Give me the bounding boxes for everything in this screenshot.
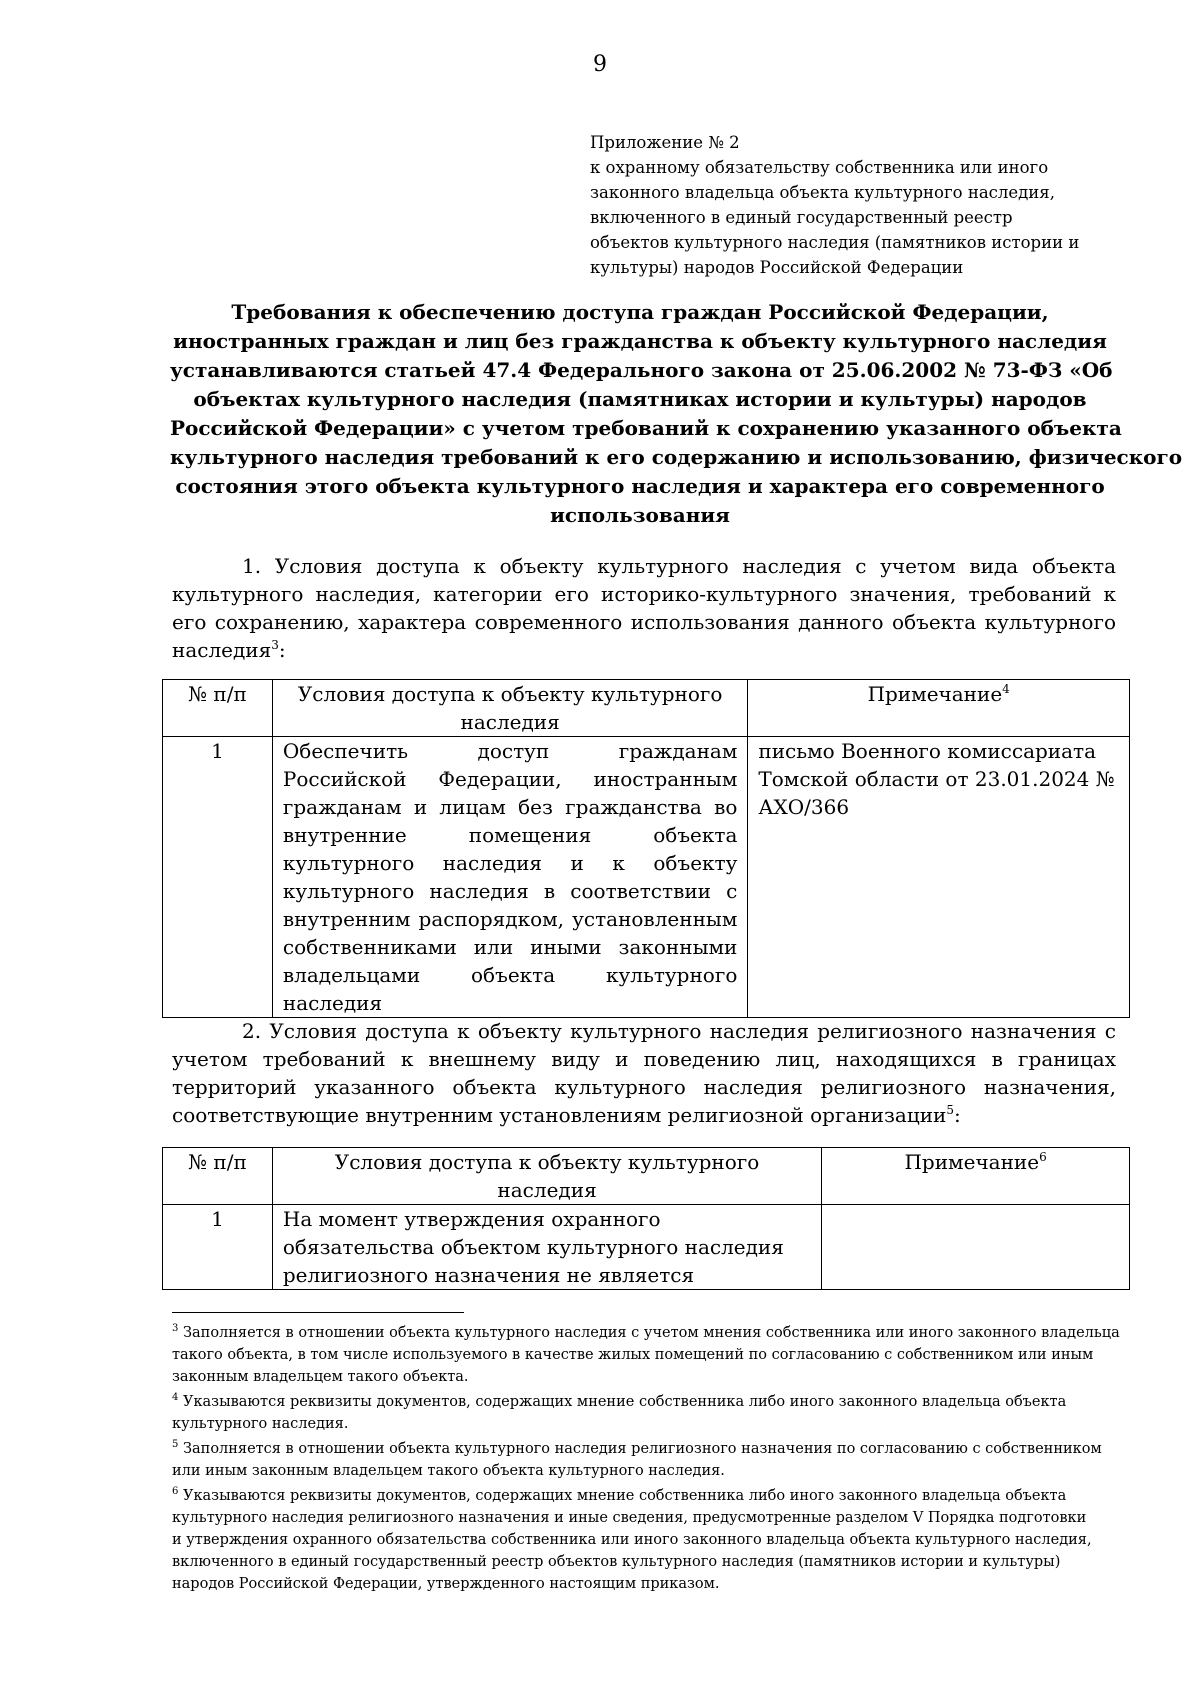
page-number: 9 bbox=[593, 52, 607, 77]
header-note bbox=[748, 680, 1130, 737]
section-1-colon: : bbox=[278, 638, 286, 662]
header-conditions: Условия доступа к объекту культурного наследия bbox=[272, 680, 748, 737]
row-num: 1 bbox=[163, 737, 273, 1018]
access-conditions-table bbox=[162, 679, 1130, 1018]
footnote-ref-5[interactable]: 5 bbox=[946, 1103, 955, 1117]
row-num: 1 bbox=[163, 1205, 273, 1290]
header-conditions: Условия доступа к объекту культурного наследия bbox=[272, 1148, 821, 1205]
annex-line: объектов культурного наследия (памятников истории и bbox=[590, 233, 1080, 252]
footnote-num: 4 bbox=[172, 1392, 179, 1403]
section-2-text: 2. Условия доступа к объекту культурного наследия религиозного назначения с учетом требований к внешнему виду и поведению лиц, находящихся в границах территорий указанного объекта культурного наследия религиозного назначения, соответствующие внутренним установлениям религиозной организации bbox=[172, 1019, 1116, 1127]
footnote-num: 3 bbox=[172, 1323, 179, 1334]
table-row bbox=[163, 737, 1130, 1018]
title-line: культурного наследия требований к его содержанию и использованию, физического bbox=[170, 445, 1183, 469]
header-num: № п/п bbox=[163, 680, 273, 737]
section-2-paragraph bbox=[172, 1017, 1116, 1129]
title-line: объектах культурного наследия (памятниках истории и культуры) народов bbox=[193, 387, 1087, 411]
table-header-row bbox=[163, 680, 1130, 737]
title-line: иностранных граждан и лиц без гражданства к объекту культурного наследия bbox=[173, 329, 1107, 353]
footnote-line: Указываются реквизиты документов, содержащих мнение собственника либо иного законного владельца объекта bbox=[182, 1488, 1067, 1504]
footnote-6 bbox=[172, 1485, 1116, 1595]
title-line: Требования к обеспечению доступа граждан Российской Федерации, bbox=[231, 300, 1049, 324]
footnote-line: Указываются реквизиты документов, содержащих мнение собственника либо иного законного владельца объекта bbox=[182, 1394, 1067, 1410]
footnote-line: культурного наследия. bbox=[172, 1416, 349, 1432]
section-1-paragraph bbox=[172, 552, 1116, 664]
row-conditions: На момент утверждения охранного обязательства объектом культурного наследия религиозного назначения не является bbox=[272, 1205, 821, 1290]
annex-line: включенного в единый государственный реестр bbox=[590, 208, 1013, 227]
footnote-ref-6[interactable]: 6 bbox=[1039, 1150, 1047, 1164]
footnote-ref-4[interactable]: 4 bbox=[1002, 682, 1010, 696]
footnote-line: Заполняется в отношении объекта культурного наследия с учетом мнения собственника или иного законного владельца bbox=[182, 1325, 1120, 1341]
footnote-line: культурного наследия религиозного назначения и иные сведения, предусмотренные разделом V Порядка подготовки bbox=[172, 1510, 1087, 1526]
row-note: письмо Военного комиссариата Томской области от 23.01.2024 № АХО/366 bbox=[748, 737, 1130, 1018]
row-note bbox=[822, 1205, 1130, 1290]
section-1-text: 1. Условия доступа к объекту культурного наследия с учетом вида объекта культурного наследия, категории его историко-культурного значения, требований к его сохранению, характера современного использования данного объекта культурного наследия bbox=[172, 554, 1116, 662]
footnote-3 bbox=[172, 1322, 1120, 1388]
footnote-line: включенного в единый государственный реестр объектов культурного наследия (памятников истории и культуры) bbox=[172, 1554, 1061, 1570]
footnote-4 bbox=[172, 1391, 1116, 1435]
footnote-line: Заполняется в отношении объекта культурного наследия религиозного назначения по согласованию с собственником bbox=[182, 1441, 1102, 1457]
footnote-5 bbox=[172, 1438, 1116, 1482]
footnote-line: или иным законным владельцем такого объекта культурного наследия. bbox=[172, 1463, 725, 1479]
document-title bbox=[170, 298, 1183, 530]
footnote-num: 5 bbox=[172, 1439, 179, 1450]
header-num: № п/п bbox=[163, 1148, 273, 1205]
annex-line: к охранному обязательству собственника или иного bbox=[590, 158, 1049, 177]
annex-line: законного владельца объекта культурного наследия, bbox=[590, 183, 1055, 202]
title-line: Российской Федерации» с учетом требований к сохранению указанного объекта bbox=[170, 416, 1122, 440]
row-conditions: Обеспечить доступ гражданам Российской Федерации, иностранным гражданам и лицам без гражданства во внутренние помещения объекта культурного наследия и к объекту культурного наследия в соответствии с внутренним распорядком, установленным собственниками или иными законными владельцами объекта культурного наследия bbox=[272, 737, 748, 1018]
title-line: устанавливаются статьей 47.4 Федерального закона от 25.06.2002 № 73-ФЗ «Об bbox=[170, 358, 1113, 382]
table-row bbox=[163, 1205, 1130, 1290]
religious-access-table bbox=[162, 1147, 1130, 1290]
footnote-divider bbox=[172, 1312, 464, 1313]
footnote-line: и утверждения охранного обязательства собственника или иного законного владельца объекта культурного наследия, bbox=[172, 1532, 1092, 1548]
annex-header bbox=[590, 130, 1090, 280]
annex-line: культуры) народов Российской Федерации bbox=[590, 258, 964, 277]
footnote-line: законным владельцем такого объекта. bbox=[172, 1369, 469, 1385]
table-header-row bbox=[163, 1148, 1130, 1205]
footnotes bbox=[172, 1322, 1120, 1598]
annex-line: Приложение № 2 bbox=[590, 133, 740, 152]
header-note bbox=[822, 1148, 1130, 1205]
footnote-line: народов Российской Федерации, утвержденного настоящим приказом. bbox=[172, 1576, 720, 1592]
header-note-label: Примечание bbox=[904, 1150, 1040, 1174]
header-note-label: Примечание bbox=[867, 682, 1003, 706]
footnote-ref-3[interactable]: 3 bbox=[271, 638, 279, 652]
title-line: использования bbox=[550, 503, 730, 527]
section-2-colon: : bbox=[954, 1103, 961, 1127]
footnote-line: такого объекта, в том числе используемого в качестве жилых помещений по согласованию с собственником или иным bbox=[172, 1347, 1094, 1363]
title-line: состояния этого объекта культурного наследия и характера его современного bbox=[175, 474, 1105, 498]
footnote-num: 6 bbox=[172, 1486, 179, 1497]
